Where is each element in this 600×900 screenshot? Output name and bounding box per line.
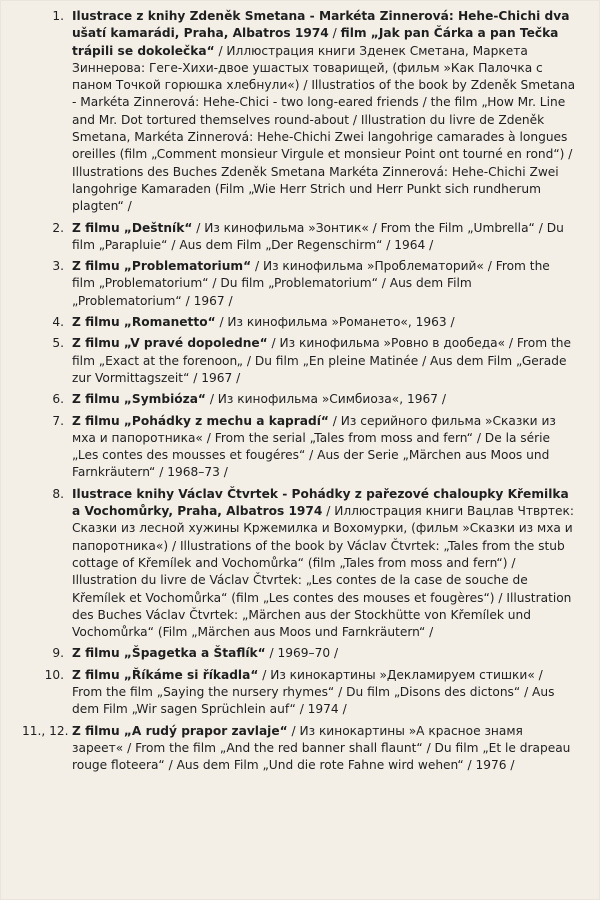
entry-body: / Иллюстрация книги Зденек Сметана, Маркета Зиннерова: Геге-Хихи-двое ушастых товарищей, (фильм »Как Палочка с паном Точкой горюшка хлебнули«) / Illustratios of the book by Zdeněk Smetana - Markéta Zinnerová: Hehe-Chici - two long-eared friends / the film „How Mr. Line and Mr. Dot tortured themselves round-about / Illustration du livre de Zdeněk Smetana, Markéta Zinnerová: Hehe-Chichi Zwei langohrige camarades à longues oreilles (film „Comment monsieur Virgule et monsieur Point ont tourné en rond“) / Illustrations des Buches Zdeněk Smetana Markéta Zinnerová: Hehe-Chichi Zwei langohrige Kamaraden (Film „Wie Herr Strich und Herr Punkt sich rundherum plagten“ / bbox=[72, 43, 576, 214]
entry-separator: / bbox=[328, 26, 341, 41]
caption-entry-1 bbox=[22, 8, 578, 216]
entry-text bbox=[72, 391, 578, 408]
entry-title: Z filmu „Říkáme si říkadla“ bbox=[72, 667, 259, 682]
caption-entry-2 bbox=[22, 220, 578, 255]
entry-number: 6. bbox=[52, 392, 64, 407]
entry-number: 9. bbox=[52, 646, 64, 661]
entry-title: Z filmu „Špagetka a Štaflík“ bbox=[72, 646, 266, 661]
entry-number: 8. bbox=[52, 486, 64, 501]
entry-body: / Из кинофильма »Романето«, 1963 / bbox=[215, 315, 455, 330]
entry-text bbox=[72, 8, 578, 216]
entry-body: / Из кинофильма »Симбиоза«, 1967 / bbox=[205, 392, 446, 407]
caption-entry-3 bbox=[22, 258, 578, 310]
entry-text bbox=[72, 723, 578, 775]
entry-number: 10. bbox=[44, 667, 64, 682]
entry-title: Ilustrace z knihy Zdeněk Smetana - Markéta Zinnerová: Hehe-Chichi dva ušatí kamarádi, Praha, Albatros 1974 bbox=[72, 9, 570, 41]
entry-body: / Из кинофильма »Ровно в дообеда« / From the film „Exact at the forenoon„ / Du film „En pleine Matinée / Aus dem Film „Gerade zur Vormittagszeit“ / 1967 / bbox=[72, 336, 571, 385]
entry-text bbox=[72, 258, 578, 310]
caption-entry-4 bbox=[22, 314, 578, 331]
entry-body: / Из кинофильма »Зонтик« / From the Film „Umbrella“ / Du film „Parapluie“ / Aus dem Film „Der Regenschirm“ / 1964 / bbox=[72, 220, 564, 252]
entry-number: 4. bbox=[52, 315, 64, 330]
entry-body: / Из серийного фильма »Сказки из мха и папоротника« / From the serial „Tales from moss and fern“ / De la série „Les contes des mousses et fougéres“ / Aus der Serie „Märchen aus Moos und Farnkräutern“ / 1968–73 / bbox=[72, 413, 556, 480]
entry-title: Z filmu „V pravé dopoledne“ bbox=[72, 336, 268, 351]
entry-number: 2. bbox=[52, 220, 64, 235]
entry-title: Z filmu „Pohádky z mechu a kapradí“ bbox=[72, 413, 329, 428]
entry-title: Ilustrace knihy Václav Čtvrtek - Pohádky z pařezové chaloupky Křemilka a Vochomůrky, Praha, Albatros 1974 bbox=[72, 486, 569, 519]
caption-entry-11-12 bbox=[22, 723, 578, 775]
entry-body: / Иллюстрация книги Вацлав Чтвртек: Сказки из лесной хужины Кржемилка и Вохомурки, (фильм »Сказки из мха и папоротника«) / Illustrations of the book by Václav Čtvrtek: „Tales from the stub cottage of Křemílek and Vochomůrka“ (film „Tales from moss and fern“) / Illustration du livre de Václav Čtvrtek: „Les contes de la case de souche de Křemílek et Vochomůrka“ (film „Les contes des mouses et fougères“) / Illustration des Buches Václav Čtvrtek: „Märchen aus der Stockhütte von Křemílek und Vochomůrka“ (Film „Märchen aus Moos und Farnkräutern“ / bbox=[72, 504, 574, 640]
caption-entry-5 bbox=[22, 335, 578, 387]
entry-text bbox=[72, 220, 578, 255]
entry-title: Z filmu „Romanetto“ bbox=[72, 315, 216, 330]
entry-text bbox=[72, 413, 578, 482]
entry-body: / Из кинофильма »Проблематорий« / From the film „Problematorium“ / Du film „Problematorium“ / Aus dem Film „Problematorium“ / 1967 / bbox=[72, 259, 550, 308]
entry-body: / 1969–70 / bbox=[265, 646, 339, 661]
caption-entry-10 bbox=[22, 667, 578, 719]
caption-entry-6 bbox=[22, 391, 578, 408]
entry-title: Z filmu „Symbióza“ bbox=[72, 392, 206, 407]
entry-number: 5. bbox=[52, 336, 64, 351]
entry-number: 11., 12. bbox=[22, 723, 69, 738]
entry-text bbox=[72, 335, 578, 387]
caption-list bbox=[22, 8, 578, 774]
caption-entry-9 bbox=[22, 645, 578, 662]
caption-entry-7 bbox=[22, 413, 578, 482]
entry-body: / Из кинокартины »А красное знамя зареет« / From the film „And the red banner shall flaunt“ / Du film „Et le drapeau rouge floteera“ / Aus dem Film „Und die rote Fahne wird wehen“ / 1976 / bbox=[72, 723, 571, 773]
entry-body: / Из кинокартины »Декламируем стишки« / From the film „Saying the nursery rhymes“ / Du film „Disons des dictons“ / Aus dem Film „Wir sagen Sprüchlein auf“ / 1974 / bbox=[72, 667, 555, 717]
entry-number: 3. bbox=[52, 259, 64, 274]
entry-number: 7. bbox=[52, 413, 64, 428]
entry-number: 1. bbox=[52, 9, 64, 23]
entry-title: Z filmu „A rudý prapor zavlaje“ bbox=[72, 723, 288, 738]
entry-title: Z filmu „Deštník“ bbox=[72, 220, 193, 235]
entry-text bbox=[72, 314, 578, 331]
entry-text bbox=[72, 486, 578, 642]
entry-text bbox=[72, 645, 578, 662]
entry-title: Z filmu „Problematorium“ bbox=[72, 259, 252, 274]
caption-entry-8 bbox=[22, 486, 578, 642]
entry-title-secondary: film „Jak pan Čárka a pan Tečka trápili se dokolečka“ bbox=[72, 26, 559, 58]
entry-text bbox=[72, 667, 578, 719]
